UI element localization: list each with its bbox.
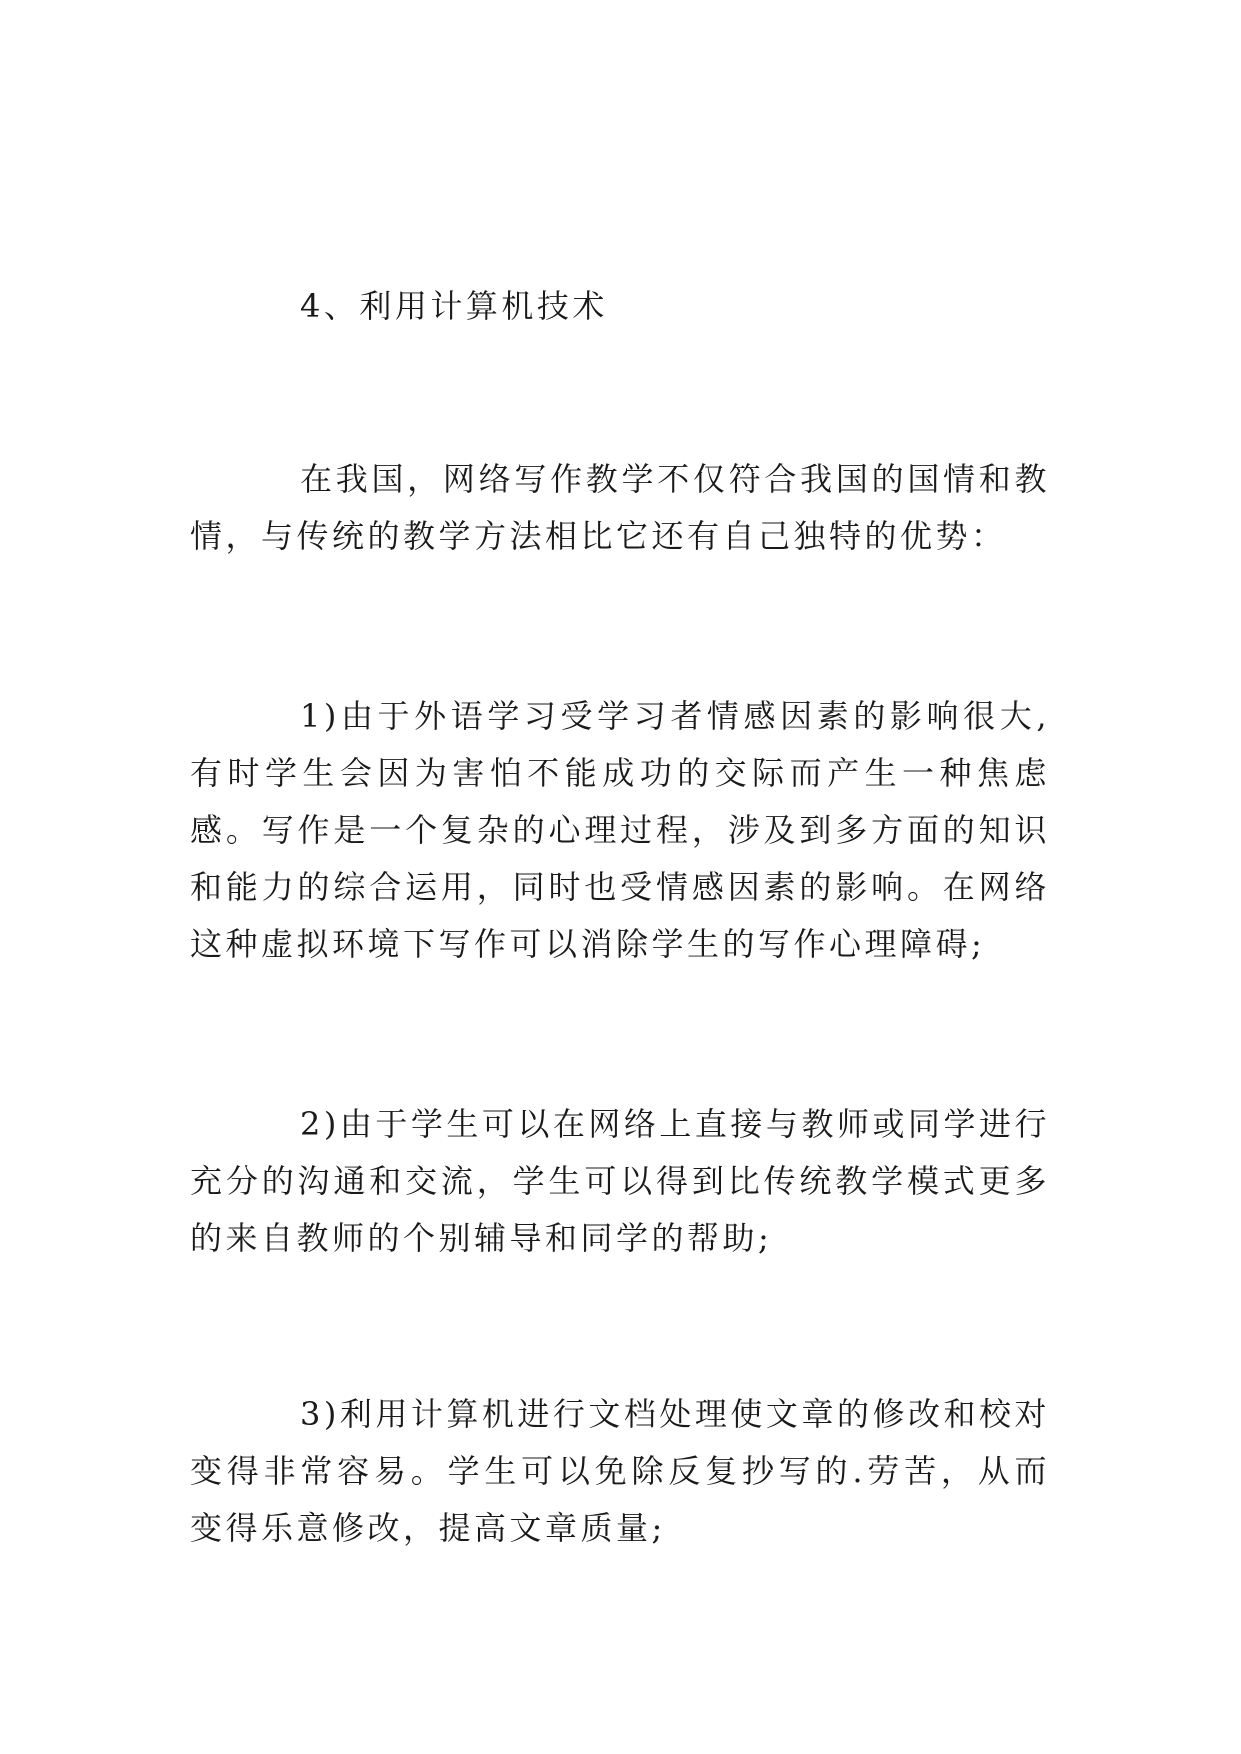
section-heading: 4、利用计算机技术 — [300, 287, 608, 325]
paragraph-item-1: 1)由于外语学习受学习者情感因素的影响很大,有时学生会因为害怕不能成功的交际而产生一种焦虑感。写作是一个复杂的心理过程，涉及到多方面的知识和能力的综合运用，同时也受情感因素的影响。在网络这种虚拟环境下写作可以消除学生的写作心理障碍; — [190, 697, 1050, 963]
paragraph-item-3: 3)利用计算机进行文档处理使文章的修改和校对变得非常容易。学生可以免除反复抄写的.劳苦，从而变得乐意修改，提高文章质量; — [190, 1395, 1050, 1547]
paragraph-item-2: 2)由于学生可以在网络上直接与教师或同学进行充分的沟通和交流，学生可以得到比传统教学模式更多的来自教师的个别辅导和同学的帮助; — [190, 1105, 1050, 1257]
paragraph-intro: 在我国，网络写作教学不仅符合我国的国情和教情，与传统的教学方法相比它还有自己独特的优势： — [190, 460, 1050, 555]
